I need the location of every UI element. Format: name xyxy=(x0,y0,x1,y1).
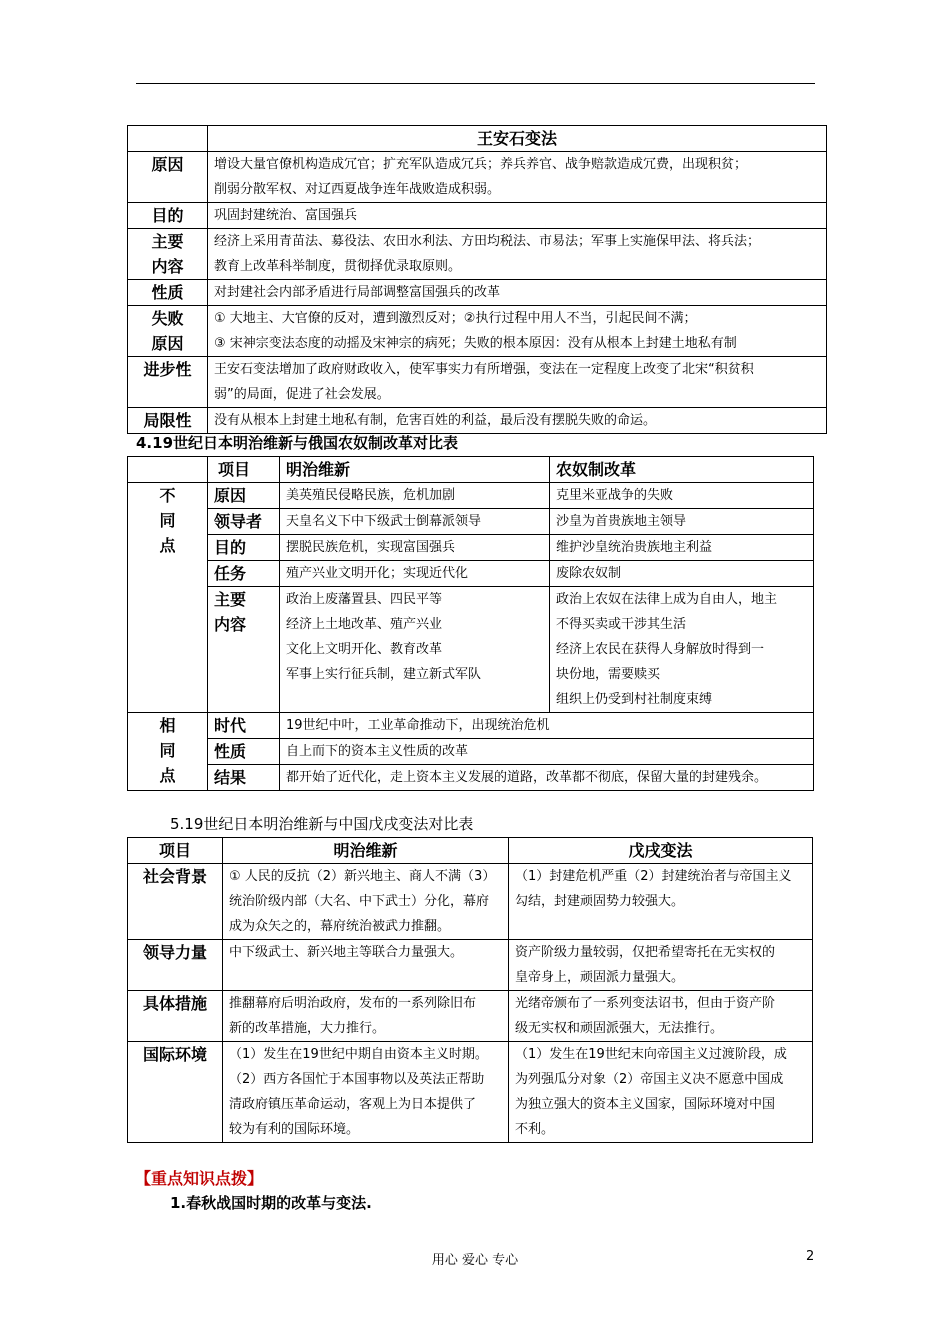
table-row xyxy=(128,408,827,434)
header-rule xyxy=(136,83,815,84)
item-cell: 国际环境 xyxy=(128,1042,223,1143)
row-content-cell xyxy=(208,408,827,434)
item-label: 任务 xyxy=(214,564,247,583)
wuxu-cell xyxy=(509,1042,813,1143)
item-cell: 领导力量 xyxy=(128,940,223,991)
row-content-cell xyxy=(208,152,827,203)
key-points-item: 1.春秋战国时期的改革与变法. xyxy=(170,1194,372,1212)
cell-text-line: 不利。 xyxy=(515,1122,555,1137)
row-label: 失败 xyxy=(151,309,184,328)
serf-reform-cell xyxy=(550,561,814,587)
table-row xyxy=(128,509,814,535)
wuxu-cell xyxy=(509,991,813,1042)
cell-text-line: 中下级武士、新兴地主等联合力量强大。 xyxy=(229,945,464,960)
row-label: 主要 xyxy=(151,232,184,251)
shared-text-cell: 19世纪中叶，工业革命推动下，出现统治危机 xyxy=(280,713,814,739)
group-label-char: 点 xyxy=(159,766,176,785)
cell-text-line: （1）封建危机严重（2）封建统治者与帝国主义 xyxy=(515,869,792,884)
wuxu-cell xyxy=(509,864,813,940)
cell-text-line: 维护沙皇统治贵族地主利益 xyxy=(556,540,713,555)
cell-text-line: 为独立强大的资本主义国家，国际环境对中国 xyxy=(515,1097,776,1112)
table2-caption: 4.19世纪日本明治维新与俄国农奴制改革对比表 xyxy=(136,434,459,452)
cell-text-line: 成为众矢之的，幕府统治被武力推翻。 xyxy=(229,919,451,934)
meiji-cell xyxy=(280,509,550,535)
item-cell xyxy=(208,535,280,561)
table-row xyxy=(128,535,814,561)
cell-text-line: 沙皇为首贵族地主领导 xyxy=(556,514,687,529)
item-cell: 具体措施 xyxy=(128,991,223,1042)
cell-text-line: 军事上实行征兵制，建立新式军队 xyxy=(286,667,482,682)
cell-text-line: 经济上农民在获得人身解放时得到一 xyxy=(556,642,765,657)
table-row xyxy=(128,561,814,587)
cell-text-line: 级无实权和顽固派强大，无法推行。 xyxy=(515,1021,724,1036)
cell-text-line: 摆脱民族危机，实现富国强兵 xyxy=(286,540,456,555)
cell-text-line: 统治阶级内部（大名、中下武士）分化，幕府 xyxy=(229,894,490,909)
group-label-char: 同 xyxy=(159,741,176,760)
shared-text-cell: 都开始了近代化，走上资本主义发展的道路，改革都不彻底，保留大量的封建残余。 xyxy=(280,765,814,791)
table3-header-wuxu: 戊戌变法 xyxy=(509,838,813,864)
cell-text-line: 不得买卖或干涉其生活 xyxy=(556,617,687,632)
meiji-cell xyxy=(280,535,550,561)
meiji-cell xyxy=(223,991,509,1042)
row-text-line: 增设大量官僚机构造成冗官；扩充军队造成冗兵；养兵养官、战争赔款造成冗费，出现积贫； xyxy=(214,157,748,172)
wuxu-cell xyxy=(509,940,813,991)
row-text-line: ③ 宋神宗变法态度的动摇及宋神宗的病死；失败的根本原因：没有从根本上封建土地私有制 xyxy=(214,336,737,351)
row-label-cell xyxy=(128,357,208,408)
row-content-cell xyxy=(208,203,827,229)
meiji-cell xyxy=(223,1042,509,1143)
cell-text-line: 美英殖民侵略民族，危机加剧 xyxy=(286,488,456,503)
cell-text-line: 废除农奴制 xyxy=(556,566,622,581)
meiji-cell xyxy=(280,561,550,587)
row-label: 进步性 xyxy=(143,360,192,379)
key-points-title: 【重点知识点拨】 xyxy=(135,1169,264,1188)
shared-text-cell: 自上而下的资本主义性质的改革 xyxy=(280,739,814,765)
item-cell: 社会背景 xyxy=(128,864,223,940)
cell-text-line: 勾结，封建顽固势力较强大。 xyxy=(515,894,685,909)
row-text-line: 经济上采用青苗法、募役法、农田水利法、方田均税法、市易法；军事上实施保甲法、将兵法； xyxy=(214,234,761,249)
cell-text-line: （1）发生在19世纪中期自由资本主义时期。 xyxy=(229,1047,488,1062)
item-cell: 性质 xyxy=(208,739,280,765)
table3-header-meiji: 明治维新 xyxy=(223,838,509,864)
row-label-cell xyxy=(128,408,208,434)
row-label-cell xyxy=(128,203,208,229)
item-cell xyxy=(208,561,280,587)
table-row xyxy=(128,587,814,713)
table-row xyxy=(128,152,827,203)
cell-text-line: 清政府镇压革命运动，客观上为日本提供了 xyxy=(229,1097,477,1112)
item-cell xyxy=(208,483,280,509)
row-content-cell xyxy=(208,229,827,280)
cell-text-line: 文化上文明开化、教育改革 xyxy=(286,642,443,657)
row-text-line: 没有从根本上封建土地私有制，危害百姓的利益，最后没有摆脱失败的命运。 xyxy=(214,413,657,428)
row-label: 目的 xyxy=(151,206,184,225)
item-cell xyxy=(208,587,280,713)
group-label-char: 不 xyxy=(159,486,176,505)
table-row xyxy=(128,991,813,1042)
table2-corner-cell xyxy=(128,457,208,483)
cell-text-line: 资产阶级力量较弱，仅把希望寄托在无实权的 xyxy=(515,945,776,960)
item-cell xyxy=(208,509,280,535)
row-text-line: 教育上改革科举制度，贯彻择优录取原则。 xyxy=(214,259,462,274)
group-label-char: 同 xyxy=(159,511,176,530)
cell-text-line: 块份地，需要赎买 xyxy=(556,667,661,682)
row-label: 局限性 xyxy=(143,411,192,430)
row-text-line: 王安石变法增加了政府财政收入，使军事实力有所增强，变法在一定程度上改变了北宋“积贫积 xyxy=(214,362,754,377)
cell-text-line: 为列强瓜分对象（2）帝国主义决不愿意中国成 xyxy=(515,1072,784,1087)
table1-corner-cell xyxy=(128,126,208,152)
group-label-different xyxy=(128,483,208,713)
cell-text-line: 政治上废藩置县、四民平等 xyxy=(286,592,443,607)
table-row xyxy=(128,739,814,765)
table2-header-item: 项目 xyxy=(208,457,280,483)
row-content-cell xyxy=(208,357,827,408)
table-row xyxy=(128,306,827,357)
meiji-cell xyxy=(223,940,509,991)
group-label-char: 相 xyxy=(159,716,176,735)
cell-text-line: 经济上土地改革、殖产兴业 xyxy=(286,617,443,632)
group-label-same xyxy=(128,713,208,791)
row-text-line: 削弱分散军权、对辽西夏战争连年战败造成积弱。 xyxy=(214,182,501,197)
table-row xyxy=(128,229,827,280)
cell-text-line: 组织上仍受到村社制度束缚 xyxy=(556,692,713,707)
row-label: 原因 xyxy=(151,334,184,353)
cell-text-line: ① 人民的反抗（2）新兴地主、商人不满（3） xyxy=(229,869,496,884)
page-number: 2 xyxy=(806,1249,815,1264)
serf-reform-cell xyxy=(550,535,814,561)
cell-text-line: 光绪帝颁布了一系列变法诏书，但由于资产阶 xyxy=(515,996,776,1011)
cell-text-line: （1）发生在19世纪末向帝国主义过渡阶段，成 xyxy=(515,1047,787,1062)
serf-reform-cell xyxy=(550,509,814,535)
table1-header: 王安石变法 xyxy=(208,126,827,152)
item-cell: 时代 xyxy=(208,713,280,739)
cell-text-line: 殖产兴业文明开化；实现近代化 xyxy=(286,566,469,581)
table-row xyxy=(128,483,814,509)
table-row xyxy=(128,357,827,408)
row-label-cell xyxy=(128,280,208,306)
table3-caption: 5.19世纪日本明治维新与中国戊戌变法对比表 xyxy=(170,815,474,833)
row-label: 内容 xyxy=(151,257,184,276)
item-label: 主要 xyxy=(214,590,247,609)
meiji-cell xyxy=(280,587,550,713)
table-row xyxy=(128,765,814,791)
cell-text-line: （2）西方各国忙于本国事物以及英法正帮助 xyxy=(229,1072,485,1087)
row-text-line: 巩固封建统治、富国强兵 xyxy=(214,208,358,223)
row-label-cell xyxy=(128,229,208,280)
row-label: 原因 xyxy=(151,155,184,174)
item-cell: 结果 xyxy=(208,765,280,791)
cell-text-line: 天皇名义下中下级武士倒幕派领导 xyxy=(286,514,482,529)
table-row xyxy=(128,864,813,940)
table2-header-meiji: 明治维新 xyxy=(280,457,550,483)
meiji-vs-serf-reform-table xyxy=(127,456,814,791)
table-row xyxy=(128,940,813,991)
row-content-cell xyxy=(208,306,827,357)
meiji-cell xyxy=(280,483,550,509)
row-content-cell xyxy=(208,280,827,306)
cell-text-line: 较为有利的国际环境。 xyxy=(229,1122,360,1137)
cell-text-line: 推翻幕府后明治政府，发布的一系列除旧布 xyxy=(229,996,477,1011)
item-label: 领导者 xyxy=(214,512,263,531)
table-row xyxy=(128,203,827,229)
cell-text-line: 政治上农奴在法律上成为自由人，地主 xyxy=(556,592,778,607)
item-label: 内容 xyxy=(214,615,247,634)
table3-header-item: 项目 xyxy=(128,838,223,864)
footer-motto: 用心 爱心 专心 xyxy=(431,1253,519,1268)
table-row xyxy=(128,280,827,306)
cell-text-line: 皇帝身上，顽固派力量强大。 xyxy=(515,970,685,985)
serf-reform-cell xyxy=(550,483,814,509)
table-row xyxy=(128,713,814,739)
row-text-line: 对封建社会内部矛盾进行局部调整富国强兵的改革 xyxy=(214,285,501,300)
serf-reform-cell xyxy=(550,587,814,713)
meiji-vs-wuxu-reform-table xyxy=(127,837,813,1143)
item-label: 目的 xyxy=(214,538,247,557)
group-label-char: 点 xyxy=(159,536,176,555)
cell-text-line: 新的改革措施，大力推行。 xyxy=(229,1021,386,1036)
wang-anshi-reform-table xyxy=(127,125,827,434)
item-label: 原因 xyxy=(214,486,247,505)
row-label-cell xyxy=(128,306,208,357)
row-text-line: ① 大地主、大官僚的反对，遭到激烈反对；②执行过程中用人不当，引起民间不满； xyxy=(214,311,697,326)
table2-header-serf: 农奴制改革 xyxy=(550,457,814,483)
row-label: 性质 xyxy=(151,283,184,302)
cell-text-line: 克里米亚战争的失败 xyxy=(556,488,674,503)
row-label-cell xyxy=(128,152,208,203)
table-row xyxy=(128,1042,813,1143)
meiji-cell xyxy=(223,864,509,940)
row-text-line: 弱”的局面，促进了社会发展。 xyxy=(214,387,390,402)
